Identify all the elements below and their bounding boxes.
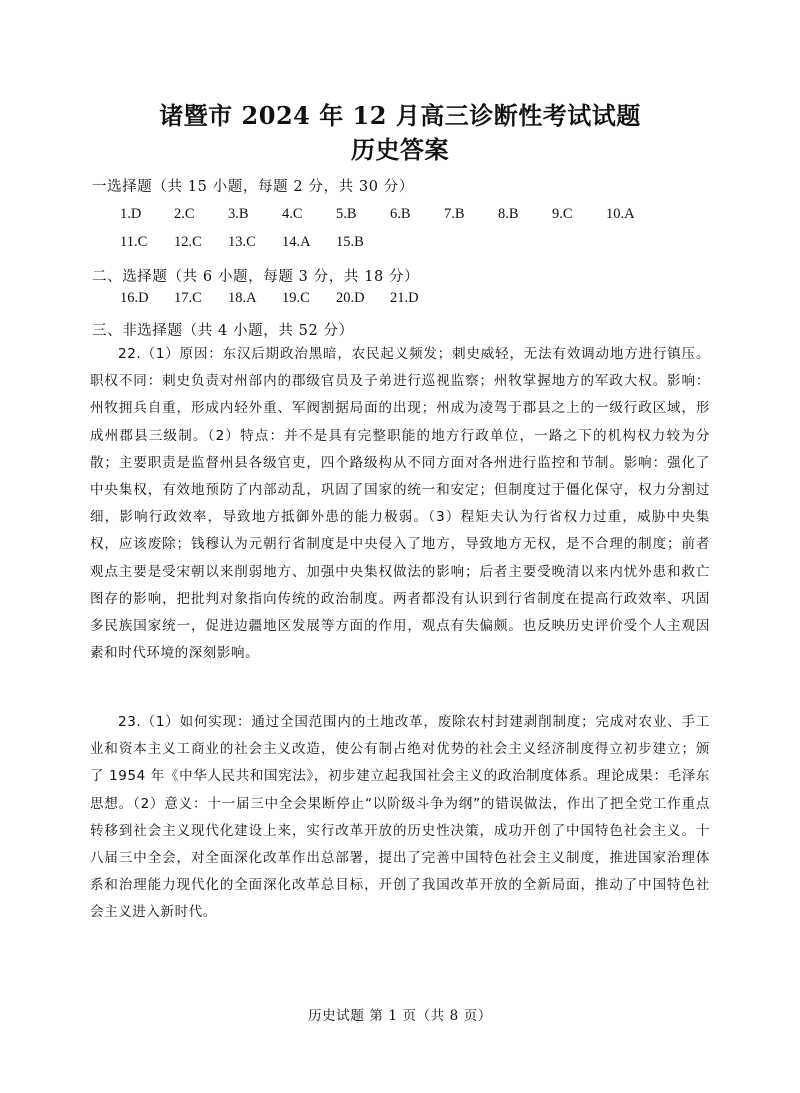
answer-item: 12.C <box>174 234 202 250</box>
page-subtitle: 历史答案 <box>351 135 449 164</box>
answer-item: 14.A <box>282 234 311 250</box>
page-title: 诸暨市 2024 年 12 月高三诊断性考试试题 <box>159 101 641 130</box>
answer-item: 9.C <box>552 206 573 222</box>
answer-item: 4.C <box>282 206 303 222</box>
answer-row-2 <box>120 234 390 251</box>
answer-item: 3.B <box>228 206 249 222</box>
answer-item: 21.D <box>390 290 419 306</box>
page-footer: 历史试题 第 1 页（共 8 页） <box>308 1008 492 1024</box>
answer-item: 2.C <box>174 206 195 222</box>
answer-item: 11.C <box>120 234 148 250</box>
answer-item: 17.C <box>174 290 202 306</box>
answer-item: 10.A <box>606 206 635 222</box>
answer-item: 5.B <box>336 206 357 222</box>
section-heading-1: 一选择题（共 15 小题，每题 2 分，共 30 分） <box>92 179 414 195</box>
answer-item: 6.B <box>390 206 411 222</box>
answer-paragraph-23: 23.（1）如何实现：通过全国范围内的土地改革，废除农村封建剥削制度；完成对农业、手工业和资本主义工商业的社会主义改造，使公有制占绝对优势的社会主义经济制度得立初步建立；颁了 1954 年《中华人民共和国宪法》，初步建立起我国社会主义的政治制度体系。理论成果：毛泽东思想。（2）意义：十一届三中全会果断停止“以阶级斗争为纲”的错误做法，作出了把全党工作重点转移到社会主义现代化建设上来，实行改革开放的历史性决策，成功开创了中国特色社会主义。十八届三中全会，对全面深化改革作出总部署，提出了完善中国特色社会主义制度，推进国家治理体系和治理能力现代化的全面深化改革总目标，开创了我国改革开放的全新局面，推动了中国特色社会主义进入新时代。 <box>90 714 710 921</box>
answer-row-1 <box>120 206 660 223</box>
answer-item: 7.B <box>444 206 465 222</box>
section-heading-3: 三、非选择题（共 4 小题，共 52 分） <box>92 323 354 339</box>
answer-item: 19.C <box>282 290 310 306</box>
answer-item: 13.C <box>228 234 256 250</box>
answer-item: 16.D <box>120 290 149 306</box>
answer-item: 15.B <box>336 234 364 250</box>
answer-item: 1.D <box>120 206 142 222</box>
section-heading-2: 二、选择题（共 6 小题，每题 3 分，共 18 分） <box>92 269 420 285</box>
answer-item: 8.B <box>498 206 519 222</box>
answer-paragraph-22: 22.（1）原因：东汉后期政治黑暗，农民起义频发；刺史威轻，无法有效调动地方进行镇压。职权不同：刺史负责对州部内的郡级官员及子弟进行巡视监察；州牧掌握地方的军政大权。影响：州牧拥兵自重，形成内轻外重、军阀割据局面的出现；州成为凌驾于郡县之上的一级行政区域，形成州郡县三级制。（2）特点：并不是具有完整职能的地方行政单位，一路之下的机构权力较为分散；主要职责是监督州县各级官吏，四个路级构从不同方面对各州进行监控和节制。影响：强化了中央集权，有效地预防了内部动乱，巩固了国家的统一和安定；但制度过于僵化保守，权力分割过细，影响行政效率，导致地方抵御外患的能力极弱。（3）程矩夫认为行省权力过重，威胁中央集权，应该废除；钱穆认为元朝行省制度是中央侵入了地方，导致地方无权，是不合理的制度；前者观点主要是受宋朝以来削弱地方、加强中央集权做法的影响；后者主要受晚清以来内忧外患和救亡图存的影响，把批判对象指向传统的政治制度。两者都没有认识到行省制度在提高行政效率、巩固多民族国家统一，促进边疆地区发展等方面的作用，观点有失偏颇。也反映历史评价受个人主观因素和时代环境的深刻影响。 <box>90 346 710 662</box>
answer-item: 20.D <box>336 290 365 306</box>
answer-item: 18.A <box>228 290 257 306</box>
answer-row-3 <box>120 290 444 307</box>
